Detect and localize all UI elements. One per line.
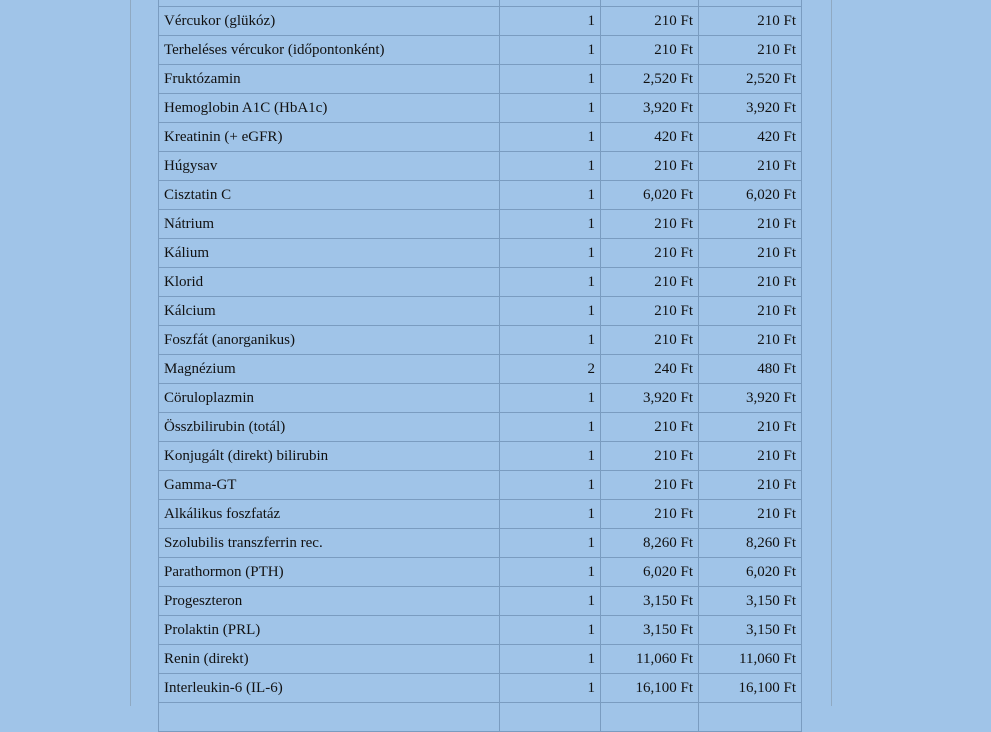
total-price-cell: 210 Ft bbox=[699, 210, 802, 239]
table-row bbox=[159, 36, 802, 65]
table-row bbox=[159, 674, 802, 703]
quantity-cell: 1 bbox=[500, 471, 601, 500]
quantity-cell: 1 bbox=[500, 413, 601, 442]
unit-price-cell: 210 Ft bbox=[601, 500, 699, 529]
test-name-cell: Interleukin-6 (IL-6) bbox=[159, 674, 500, 703]
quantity-cell: 1 bbox=[500, 297, 601, 326]
unit-price-cell: 16,100 Ft bbox=[601, 674, 699, 703]
unit-price-cell: 210 Ft bbox=[601, 152, 699, 181]
unit-price-cell: 3,150 Ft bbox=[601, 587, 699, 616]
table-row bbox=[159, 65, 802, 94]
quantity-cell: 1 bbox=[500, 645, 601, 674]
quantity-cell: 1 bbox=[500, 94, 601, 123]
table-row bbox=[159, 268, 802, 297]
test-name-cell: Gamma-GT bbox=[159, 471, 500, 500]
table-row bbox=[159, 123, 802, 152]
table-row bbox=[159, 384, 802, 413]
table-row bbox=[159, 94, 802, 123]
unit-price-cell: 210 Ft bbox=[601, 36, 699, 65]
table-row bbox=[159, 7, 802, 36]
unit-price-cell: 210 Ft bbox=[601, 413, 699, 442]
quantity-cell: 2 bbox=[500, 355, 601, 384]
total-price-cell: 3,920 Ft bbox=[699, 94, 802, 123]
quantity-cell bbox=[500, 703, 601, 732]
quantity-cell: 1 bbox=[500, 384, 601, 413]
test-name-cell: Renin (direkt) bbox=[159, 645, 500, 674]
test-name-cell: Kreatinin (+ eGFR) bbox=[159, 123, 500, 152]
test-name-cell: Fruktózamin bbox=[159, 65, 500, 94]
test-name-cell: Klorid bbox=[159, 268, 500, 297]
test-name-cell: Kálcium bbox=[159, 297, 500, 326]
test-name-cell: Terheléses vércukor (időpontonként) bbox=[159, 36, 500, 65]
table-row bbox=[159, 500, 802, 529]
total-price-cell: 210 Ft bbox=[699, 442, 802, 471]
quantity-cell: 1 bbox=[500, 674, 601, 703]
unit-price-cell: 210 Ft bbox=[601, 239, 699, 268]
table-row bbox=[159, 471, 802, 500]
table-row bbox=[159, 558, 802, 587]
unit-price-cell: 2,520 Ft bbox=[601, 65, 699, 94]
table-row bbox=[159, 529, 802, 558]
table-row bbox=[159, 297, 802, 326]
unit-price-cell: 240 Ft bbox=[601, 355, 699, 384]
total-price-cell: 210 Ft bbox=[699, 500, 802, 529]
unit-price-cell: 210 Ft bbox=[601, 297, 699, 326]
total-price-cell: 16,100 Ft bbox=[699, 674, 802, 703]
table-row bbox=[159, 239, 802, 268]
test-name-cell: Hemoglobin A1C (HbA1c) bbox=[159, 94, 500, 123]
test-name-cell: Prolaktin (PRL) bbox=[159, 616, 500, 645]
unit-price-cell: 210 Ft bbox=[601, 442, 699, 471]
test-name-cell: Progeszteron bbox=[159, 587, 500, 616]
price-table bbox=[158, 0, 802, 732]
test-name-cell bbox=[159, 703, 500, 732]
test-name-cell: Húgysav bbox=[159, 152, 500, 181]
table-row bbox=[159, 355, 802, 384]
test-name-cell: Cöruloplazmin bbox=[159, 384, 500, 413]
unit-price-cell: 11,060 Ft bbox=[601, 645, 699, 674]
quantity-cell: 1 bbox=[500, 65, 601, 94]
quantity-cell: 1 bbox=[500, 326, 601, 355]
total-price-cell: 6,020 Ft bbox=[699, 181, 802, 210]
test-name-cell: Konjugált (direkt) bilirubin bbox=[159, 442, 500, 471]
table-row bbox=[159, 616, 802, 645]
quantity-cell: 1 bbox=[500, 36, 601, 65]
test-name-cell: Kálium bbox=[159, 239, 500, 268]
table-row bbox=[159, 703, 802, 732]
test-name-cell: Alkálikus foszfatáz bbox=[159, 500, 500, 529]
test-name-cell: Vércukor (glükóz) bbox=[159, 7, 500, 36]
table-row bbox=[159, 645, 802, 674]
unit-price-cell: 6,020 Ft bbox=[601, 558, 699, 587]
quantity-cell: 1 bbox=[500, 268, 601, 297]
total-price-cell: 8,260 Ft bbox=[699, 529, 802, 558]
unit-price-cell: 8,260 Ft bbox=[601, 529, 699, 558]
test-name-cell: Összbilirubin (totál) bbox=[159, 413, 500, 442]
total-price-cell: 3,920 Ft bbox=[699, 384, 802, 413]
total-price-cell: 11,060 Ft bbox=[699, 645, 802, 674]
unit-price-cell: 6,020 Ft bbox=[601, 181, 699, 210]
total-price-cell: 210 Ft bbox=[699, 326, 802, 355]
table-row bbox=[159, 413, 802, 442]
unit-price-cell: 3,150 Ft bbox=[601, 616, 699, 645]
quantity-cell: 1 bbox=[500, 616, 601, 645]
quantity-cell: 1 bbox=[500, 239, 601, 268]
total-price-cell bbox=[699, 703, 802, 732]
quantity-cell: 1 bbox=[500, 210, 601, 239]
quantity-cell: 1 bbox=[500, 529, 601, 558]
total-price-cell: 210 Ft bbox=[699, 413, 802, 442]
unit-price-cell: 210 Ft bbox=[601, 326, 699, 355]
total-price-cell: 6,020 Ft bbox=[699, 558, 802, 587]
unit-price-cell: 420 Ft bbox=[601, 123, 699, 152]
test-name-cell: Cisztatin C bbox=[159, 181, 500, 210]
total-price-cell: 3,150 Ft bbox=[699, 616, 802, 645]
quantity-cell: 1 bbox=[500, 123, 601, 152]
quantity-cell: 1 bbox=[500, 7, 601, 36]
table-row bbox=[159, 210, 802, 239]
quantity-cell: 1 bbox=[500, 181, 601, 210]
quantity-cell: 1 bbox=[500, 558, 601, 587]
quantity-cell: 1 bbox=[500, 442, 601, 471]
total-price-cell: 210 Ft bbox=[699, 239, 802, 268]
unit-price-cell: 210 Ft bbox=[601, 210, 699, 239]
test-name-cell: Nátrium bbox=[159, 210, 500, 239]
total-price-cell: 3,150 Ft bbox=[699, 587, 802, 616]
unit-price-cell: 210 Ft bbox=[601, 471, 699, 500]
table-row bbox=[159, 442, 802, 471]
unit-price-cell: 3,920 Ft bbox=[601, 94, 699, 123]
quantity-cell: 1 bbox=[500, 587, 601, 616]
total-price-cell: 210 Ft bbox=[699, 152, 802, 181]
test-name-cell: Magnézium bbox=[159, 355, 500, 384]
unit-price-cell: 3,920 Ft bbox=[601, 384, 699, 413]
table-row bbox=[159, 181, 802, 210]
total-price-cell: 210 Ft bbox=[699, 268, 802, 297]
total-price-cell: 210 Ft bbox=[699, 7, 802, 36]
table-row bbox=[159, 152, 802, 181]
quantity-cell: 1 bbox=[500, 152, 601, 181]
unit-price-cell bbox=[601, 703, 699, 732]
unit-price-cell: 210 Ft bbox=[601, 7, 699, 36]
test-name-cell: Foszfát (anorganikus) bbox=[159, 326, 500, 355]
quantity-cell: 1 bbox=[500, 500, 601, 529]
total-price-cell: 210 Ft bbox=[699, 36, 802, 65]
total-price-cell: 210 Ft bbox=[699, 297, 802, 326]
test-name-cell: Szolubilis transzferrin rec. bbox=[159, 529, 500, 558]
total-price-cell: 480 Ft bbox=[699, 355, 802, 384]
total-price-cell: 210 Ft bbox=[699, 471, 802, 500]
unit-price-cell: 210 Ft bbox=[601, 268, 699, 297]
table-row bbox=[159, 587, 802, 616]
total-price-cell: 2,520 Ft bbox=[699, 65, 802, 94]
test-name-cell: Parathormon (PTH) bbox=[159, 558, 500, 587]
total-price-cell: 420 Ft bbox=[699, 123, 802, 152]
table-row bbox=[159, 326, 802, 355]
